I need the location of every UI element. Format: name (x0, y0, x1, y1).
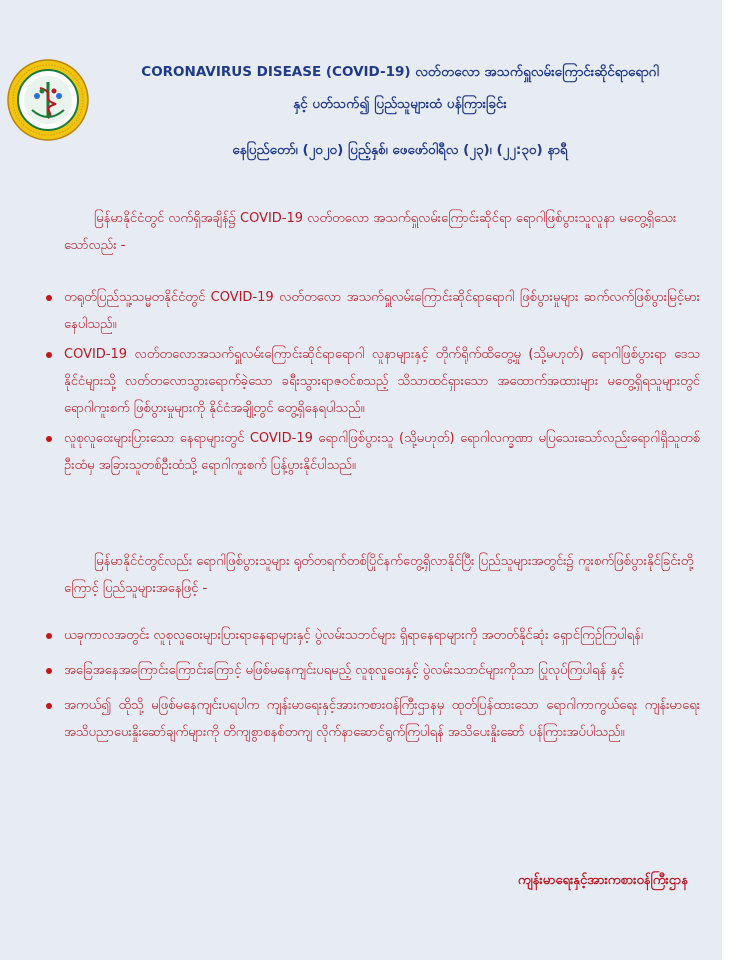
intro-paragraph (64, 205, 698, 259)
list-item-text: အကယ်၍ ထိုသို့ မဖြစ်မနေကျင်းပရပါက ကျန်းမာရေးနှင့်အားကစားဝန်ကြီးဌာနမှ ထုတ်ပြန်ထားသော ရောဂါကာကွယ်ရေး ကျန်းမာရေးအသိပညာပေးနှိုးဆော်ချက်များကို တိကျစွာစနစ်တကျ လိုက်နာဆောင်ရွက်ကြပါရန် အသိပေးနှိုးဆော် ပန်ကြားအပ်ပါသည်။ (64, 698, 700, 740)
advice-paragraph-text: မြန်မာနိုင်ငံတွင်လည်း ရောဂါဖြစ်ပွားသူများ ရုတ်တရက်တစ်ပြိုင်နက်တွေ့ရှိလာနိုင်ပြီး ပြည်သူများအတွင်း၌ ကူးစက်ဖြစ်ပွားနိုင်ခြင်းတို့ကြောင့် ပြည်သူများအနေဖြင့် - (64, 554, 694, 596)
list-item (40, 657, 700, 684)
list-item-text: တရုတ်ပြည်သူ့သမ္မတနိုင်ငံတွင် COVID-19 လတ်တလော အသက်ရှူလမ်းကြောင်းဆိုင်ရာရောဂါ ဖြစ်ပွားမှုများ ဆက်လက်ဖြစ်ပွားမြင့်မားနေပါသည်။ (64, 290, 700, 332)
advice-paragraph (64, 548, 698, 602)
list-item (40, 425, 700, 479)
intro-paragraph-text: မြန်မာနိုင်ငံတွင် လက်ရှိအချိန်၌ COVID-19 လတ်တလော အသက်ရှူလမ်းကြောင်းဆိုင်ရာ ရောဂါဖြစ်ပွားသူလူနာ မတွေ့ရှိသေးသော်လည်း - (64, 211, 677, 253)
situation-bullet-list (40, 284, 700, 482)
title-line-2: နှင့် ပတ်သက်၍ ပြည်သူများထံ ပန်ကြားခြင်း (293, 96, 507, 112)
bullet-icon (46, 703, 52, 709)
bullet-icon (46, 352, 52, 358)
list-item-text: လူစုလူဝေးများပြားသော နေရာများတွင် COVID-19 ရောဂါဖြစ်ပွားသူ (သို့မဟုတ်) ရောဂါလက္ခဏာ မပြသေးသော်လည်းရောဂါရှိသူတစ်ဦးထံမှ အခြားသူတစ်ဦးထံသို့ ရောဂါကူးစက် ပြန့်ပွားနိုင်ပါသည်။ (64, 431, 700, 473)
list-item (40, 692, 700, 746)
date-line: နေပြည်တော်၊ (၂၀၂၀) ပြည့်နှစ်၊ ဖေဖော်ဝါရီလ (၂၃)၊ (၂၂:၃၀) နာရီ (232, 142, 568, 158)
ministry-seal-logo (6, 58, 90, 142)
list-item (40, 284, 700, 338)
bullet-icon (46, 633, 52, 639)
list-item (40, 341, 700, 422)
list-item-text: COVID-19 လတ်တလောအသက်ရှူလမ်းကြောင်းဆိုင်ရာရောဂါ လူနာများနှင့် တိုက်ရိုက်ထိတွေ့မှု (သို့မဟုတ်) ရောဂါဖြစ်ပွားရာ ဒေသနိုင်ငံများသို့ လတ်တလောသွားရောက်ခဲ့သော ခရီးသွားရာဇဝင်စသည့် သိသာထင်ရှားသော အထောက်အထားများ မတွေ့ရှိရသူများတွင် ရောဂါကူးစက် ဖြစ်ပွားမှုများကို နိုင်ငံအချို့တွင် တွေ့ရှိနေရပါသည်။ (64, 347, 700, 416)
title-line-1: CORONAVIRUS DISEASE (COVID-19) လတ်တလော အသက်ရှူလမ်းကြောင်းဆိုင်ရာရောဂါ (141, 64, 659, 80)
bullet-icon (46, 668, 52, 674)
bullet-icon (46, 295, 52, 301)
list-item-text: အခြေအနေအကြောင်းကြောင်းကြောင့် မဖြစ်မနေကျင်းပရမည့် လူစုလူဝေးနှင့် ပွဲလမ်းသဘင်များကိုသာ ပြုလုပ်ကြပါရန် နှင့် (64, 663, 625, 678)
list-item (40, 622, 700, 649)
signature-ministry: ကျန်းမာရေးနှင့်အားကစားဝန်ကြီးဌာန (517, 873, 688, 888)
list-item-text: ယခုကာလအတွင်း လူစုလူဝေးများပြားရာနေရာများနှင့် ပွဲလမ်းသဘင်များ ရှိရာနေရာများကို အတတ်နိုင်ဆုံး ရှောင်ကြဉ်ကြပါရန်၊ (64, 628, 643, 643)
bullet-icon (46, 436, 52, 442)
advice-bullet-list (40, 622, 700, 754)
